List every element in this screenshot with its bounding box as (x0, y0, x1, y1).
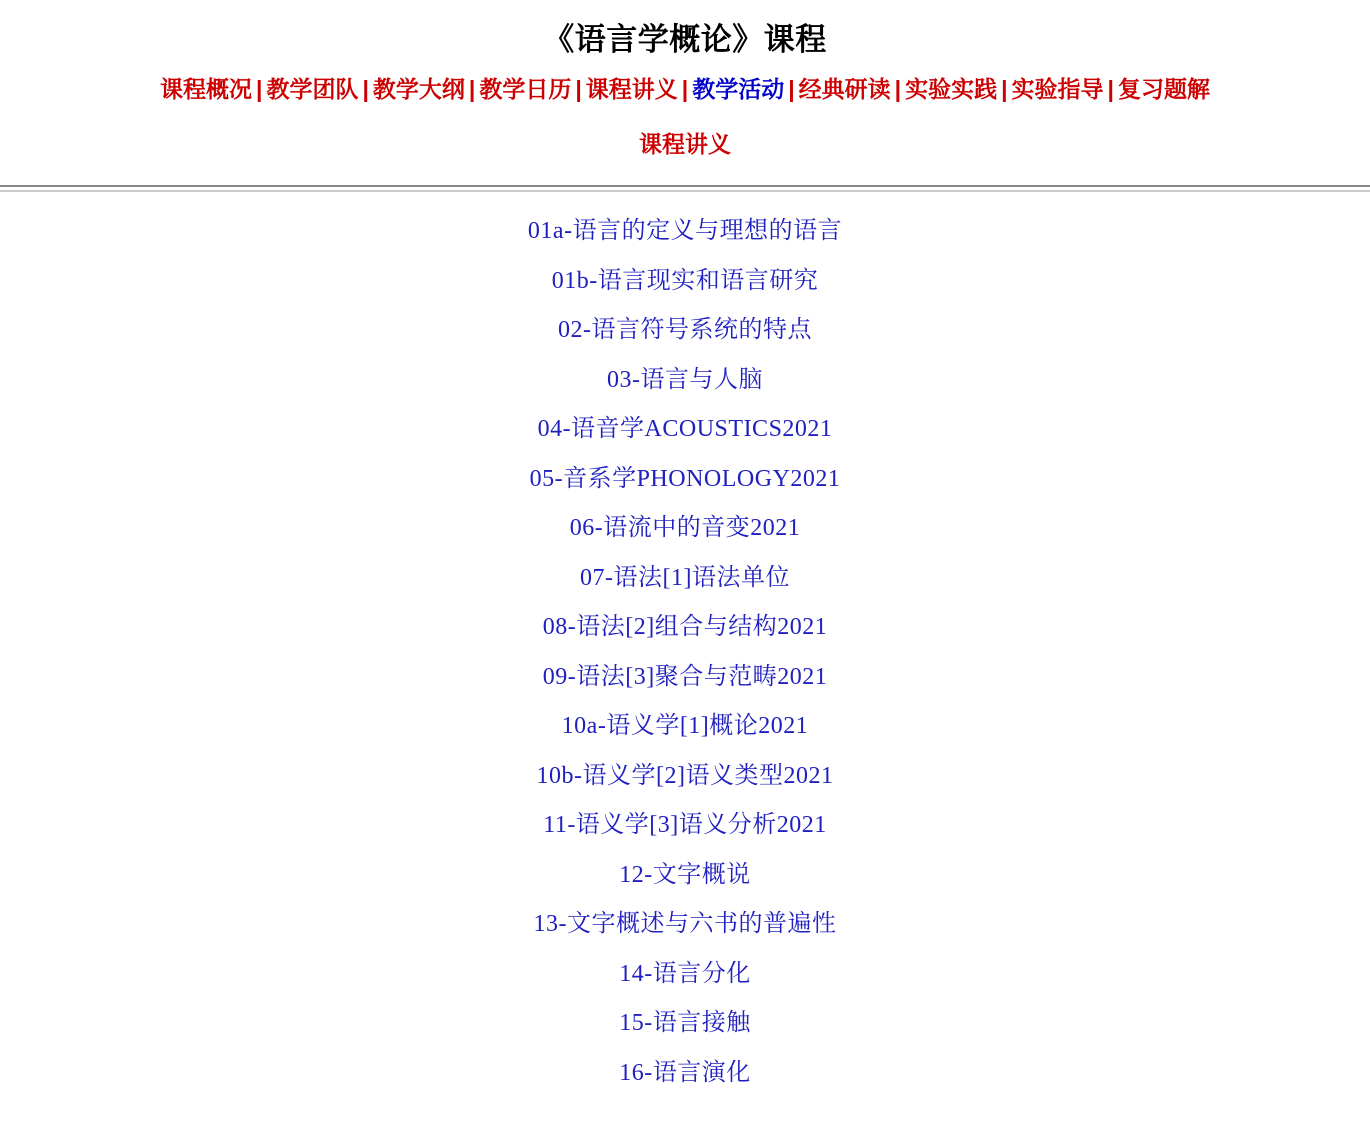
nav-item-7[interactable]: 经典研读 (798, 76, 891, 102)
nav-item-3[interactable]: 教学大纲 (372, 76, 465, 102)
lecture-link-10[interactable]: 09-语法[3]聚合与范畴2021 (542, 663, 828, 690)
list-item (0, 208, 1370, 258)
nav-item-6[interactable]: 教学活动 (692, 76, 785, 102)
nav-separator: | (1107, 76, 1114, 102)
list-item (0, 703, 1370, 753)
lecture-link-17[interactable]: 15-语言接触 (619, 1010, 751, 1036)
list-item (0, 604, 1370, 654)
section-title: 课程讲义 (639, 131, 731, 157)
list-item (0, 505, 1370, 555)
nav-separator: | (468, 76, 476, 102)
nav-separator: | (575, 76, 582, 102)
list-item (0, 456, 1370, 506)
list-item (0, 654, 1370, 704)
lecture-link-8[interactable]: 07-语法[1]语法单位 (580, 564, 790, 591)
nav-item-9[interactable]: 实验指导 (1011, 76, 1104, 102)
nav-separator: | (362, 76, 369, 102)
lecture-link-12[interactable]: 10b-语义学[2]语义类型2021 (536, 762, 834, 789)
lecture-link-1[interactable]: 01a-语言的定义与理想的语言 (527, 218, 843, 244)
nav-item-5[interactable]: 课程讲义 (585, 76, 678, 102)
list-item (0, 357, 1370, 407)
lecture-link-4[interactable]: 03-语言与人脑 (607, 366, 763, 393)
nav-separator: | (1001, 76, 1008, 102)
divider (0, 185, 1370, 192)
lecture-link-2[interactable]: 01b-语言现实和语言研究 (551, 267, 819, 294)
nav-separator: | (894, 76, 902, 102)
lecture-link-16[interactable]: 14-语言分化 (619, 960, 751, 987)
lecture-link-7[interactable]: 06-语流中的音变2021 (569, 515, 801, 541)
nav-container (160, 76, 1210, 102)
lecture-link-14[interactable]: 12-文字概说 (619, 861, 751, 888)
list-item (0, 901, 1370, 951)
nav-separator: | (256, 76, 263, 102)
nav-item-4[interactable]: 教学日历 (479, 76, 572, 102)
list-item (0, 753, 1370, 803)
nav-separator: | (788, 76, 795, 102)
lecture-link-15[interactable]: 13-文字概述与六书的普遍性 (533, 911, 837, 937)
nav-item-1[interactable]: 课程概况 (160, 76, 253, 102)
nav-item-10[interactable]: 复习题解 (1117, 76, 1210, 102)
list-item (0, 406, 1370, 456)
list-item (0, 1050, 1370, 1100)
lecture-list (0, 192, 1370, 1123)
nav-item-8[interactable]: 实验实践 (905, 76, 998, 102)
lecture-link-13[interactable]: 11-语义学[3]语义分析2021 (543, 812, 827, 838)
nav-item-2[interactable]: 教学团队 (266, 76, 359, 102)
list-item (0, 951, 1370, 1001)
lecture-link-9[interactable]: 08-语法[2]组合与结构2021 (542, 614, 828, 640)
lecture-link-5[interactable]: 04-语音学ACOUSTICS2021 (537, 416, 833, 442)
list-item (0, 1000, 1370, 1050)
list-item (0, 258, 1370, 308)
list-item (0, 802, 1370, 852)
lecture-link-11[interactable]: 10a-语义学[1]概论2021 (561, 713, 809, 739)
list-item (0, 555, 1370, 605)
lecture-link-6[interactable]: 05-音系学PHONOLOGY2021 (529, 465, 841, 492)
lecture-link-3[interactable]: 02-语言符号系统的特点 (558, 317, 812, 343)
list-item (0, 852, 1370, 902)
main-navigation (0, 71, 1370, 104)
nav-separator: | (681, 76, 689, 102)
page-root (0, 14, 1370, 1123)
page-title: 《语言学概论》课程 (543, 22, 827, 57)
list-item (0, 307, 1370, 357)
lecture-link-18[interactable]: 16-语言演化 (619, 1059, 751, 1086)
